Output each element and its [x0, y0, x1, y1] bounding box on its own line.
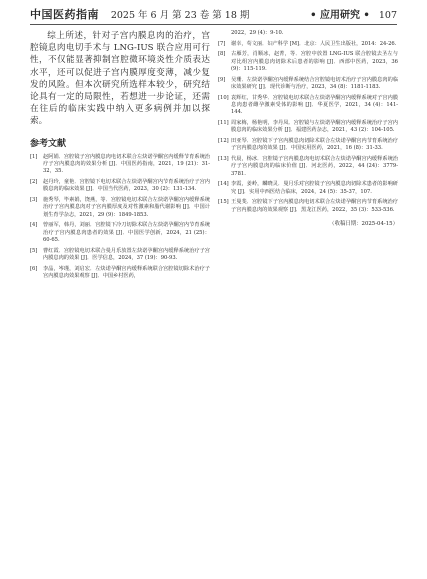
reference-text: 2022，29 (4)：9-10. [231, 30, 284, 36]
page-number: 107 [378, 10, 397, 21]
reference-item [30, 266, 210, 281]
reference-text: 李霞，姜岭，麟晓灵．曼月乐对宫腔镜子宫内膜息肉切除术患者的影响研究 [J]．实用中西医结合临床，2024，24 (5)：35-37，107. [231, 181, 398, 195]
reference-item [218, 138, 398, 153]
header-rule [30, 24, 397, 25]
reference-item [30, 179, 210, 194]
reference-text: 施秀琴，毕素娟，饶燕，等．宫腔镜电切术联合左炔诺孕酮宫内缓释系统治疗子宫内膜息肉对子宫内膜厚度及对性激素和脂代谢影响 [J]．中国计划生育学杂志，2021，29 (9)：1849-1853. [43, 197, 210, 218]
reference-text: 曾丽军，韩丹，刘丽．宫腔镜下冷刀切除术联合左炔诺孕酮宫内节育系统治疗子宫内膜息肉患者的效果 [J]．中国医学创新，2024，21 (25)：60-65. [43, 222, 210, 244]
reference-text: 李晶，岑瑾，刘启宏．左炔诺孕酮宫内缓释系统联合宫腔镜切除术治疗子宫内膜息肉效果观察 [J]．中国乡村医药， [43, 265, 210, 280]
conclusion-paragraph: 综上所述，针对子宫内膜息肉的治疗，宫腔镜息肉电切手术与 LNG-IUS 联合应用可行性，不仅能显著抑制宫腔微环境炎性介质表达水平，还可以促进子宫内膜厚度变薄，减少复发的风险。但本次研究所选样本较少，研究结论具有一定的局限性，若想进一步论证，还需在往后的临床实践中纳入更多病例并加以探索。 [30, 31, 210, 127]
reference-number: [9] [218, 76, 226, 83]
reference-number: [3] [30, 197, 38, 204]
reference-list-left [30, 154, 210, 281]
reference-text: 谢幸，苟文丽．妇产科学 [M]．北京：人民卫生出版社，2014：24-26. [231, 40, 397, 47]
reference-number: [5] [30, 247, 38, 254]
reference-text: 赵阿娟．宫腔镜子宫内膜息肉电切术联合左炔诺孕酮宫内缓释节育系统治疗子宫内膜息肉的效果分析 [J]．中国医药指南，2021，19 (21)：31-32，35. [43, 153, 210, 175]
header-left [30, 6, 249, 22]
reference-number: [6] [30, 265, 38, 272]
reference-number: [10] [218, 94, 229, 101]
running-header [30, 6, 397, 26]
reference-number: [11] [218, 120, 229, 126]
reference-text: 古雁芳，肖顺冰，赵菁，等．宫腔中放置 LNG-IUS 联合腔镜去圣左与对比组宫内膜息肉切除术后患者的影响 [J]．西部中医药，2023，36 (9)：115-119. [231, 51, 398, 72]
reference-number: [8] [218, 51, 226, 58]
reference-text: 王曼斐．宫腔镜下子宫内膜息肉电切术联合左炔诺孕酮宫内节育系统治疗子宫内膜息肉的效果观察 [J]．黑龙江医药，2022，35 (3)：533-536. [231, 199, 398, 213]
reference-list-right [218, 30, 398, 214]
reference-item [218, 181, 398, 196]
reference-item [218, 41, 398, 48]
reference-number: [14] [218, 181, 229, 188]
reference-text: 周家梅，杨艳明，李丹凤．宫腔镜与左炔诺孕酮宫内缓释系统治疗子宫内膜息肉的临床效果分析 [J]．福建医药杂志，2021，43 (2)：104-105. [231, 120, 398, 134]
reference-text: 赵丹玲，童艳．宫腔镜下电切术联合左炔诺孕酮宫内节育系统治疗子宫内膜息肉的临床效果 [J]．中国当代医药，2023，30 (2)：131-134. [43, 179, 210, 193]
journal-name: 中国医药指南 [30, 8, 99, 21]
header-right [310, 6, 397, 21]
left-column [30, 30, 210, 284]
reference-text: 吴珊．左炔诺孕酮宫内缓释系统结合宫腔镜电切术治疗子宫内膜息肉的临床效果研究 [J]．现代诊断与治疗，2023，34 (8)：1181-1183. [231, 76, 398, 90]
reference-item [30, 154, 210, 176]
reference-number: [13] [218, 156, 229, 162]
reference-item [30, 222, 210, 244]
reference-number: [12] [218, 138, 229, 144]
issue-info: 2025 年 6 月 第 23 卷 第 18 期 [110, 10, 250, 21]
reference-item [30, 248, 210, 263]
reference-item [218, 51, 398, 73]
reference-item [218, 156, 398, 178]
reference-number: [2] [30, 179, 38, 186]
references-heading: 参考文献 [30, 138, 67, 149]
reference-text: 曹红霞．宫腔镜电切术联合曼月乐放置左炔诺孕酮宫内缓释系统治疗子宫内膜息肉的效果 [J]．医学信息，2024，37 (19)：90-93. [43, 247, 210, 262]
section-label: • 应用研究 • [310, 10, 370, 21]
reference-number: [1] [30, 153, 38, 160]
right-column [218, 30, 398, 227]
reference-item [30, 197, 210, 219]
reference-text: 袁辉红，甘秀华．宫腔镜电切术联合左炔诺孕酮宫内缓释系统对子宫内膜息肉患者雌孕激素受体的影响 [J]．华夏医学，2021，34 (4)：141-144. [231, 94, 398, 116]
reference-number: [4] [30, 222, 38, 229]
reference-item [218, 120, 398, 135]
reference-text: 田亚琴．宫腔镜下子宫内膜息肉切除术联合左炔诺孕酮宫内节育系统治疗子宫内膜息肉的效果 [J]．中国实用医药，2021，16 (8)：31-33. [231, 138, 398, 152]
received-date: （收稿日期：2025-04-15） [329, 221, 398, 228]
reference-number: [15] [218, 199, 229, 206]
reference-item [218, 30, 398, 37]
reference-number: [7] [218, 40, 226, 47]
reference-item [218, 95, 398, 117]
reference-text: 代晨，杨冰．宫腔镜子宫内膜息肉电切术联合左炔诺孕酮宫内缓释系统治疗子宫内膜息肉的临床价值 [J]．河北医药，2022，44 (24)：3779-3781. [231, 156, 398, 177]
reference-item [218, 199, 398, 214]
reference-item [218, 77, 398, 92]
